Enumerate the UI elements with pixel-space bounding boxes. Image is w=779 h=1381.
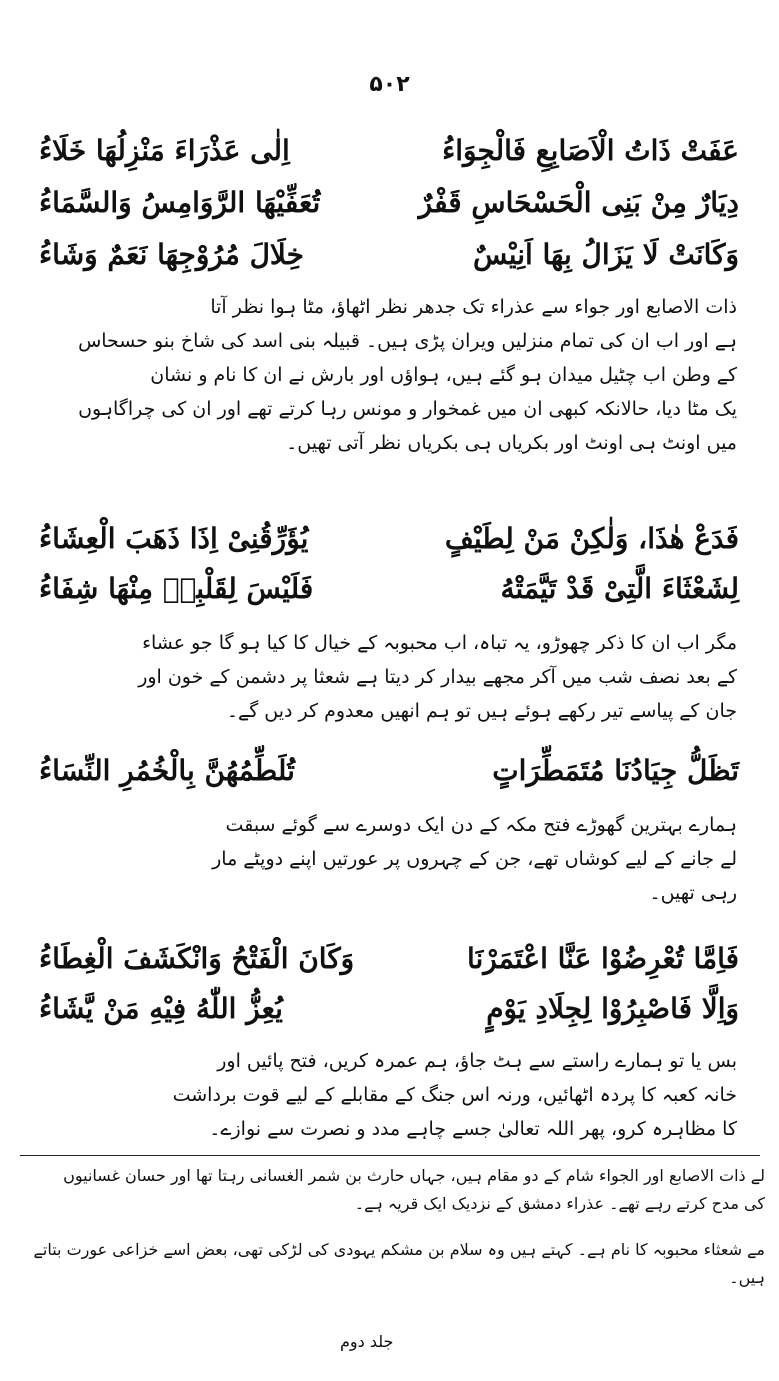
translation-paragraph-4 — [47, 1044, 737, 1146]
footnote-divider — [20, 1155, 760, 1156]
prose-line: ہمارے بہترین گھوڑے فتح مکہ کے دن ایک دوسرے سے گوئے سبقت — [225, 814, 737, 836]
footnote-line: لے ذات الاصابع اور الجواء شام کے دو مقام ہیں، جہاں حارث بن شمر الغسانی رہتا تھا اور حسان غسانیوں — [63, 1166, 765, 1185]
verse-hemistich: فَدَعْ هٰذَا، وَلٰکِنْ مَنْ لِطَیْفٍ — [444, 522, 739, 555]
verse-hemistich: وَاِلَّا فَاصْبِرُوْا لِجِلَادِ یَوْمٍ — [486, 992, 739, 1025]
verse-hemistich: یُؤَرِّقُنِیْ اِذَا ذَهَبَ الْعِشَاءُ — [39, 522, 309, 555]
couplet-2 — [39, 184, 739, 222]
verse-hemistich: تَظَلُّ جِیَادُنَا مُتَمَطِّرَاتٍ — [492, 754, 739, 787]
verse-hemistich: اِلٰی عَذْرَاءَ مَنْزِلُهَا خَلَاءُ — [39, 134, 290, 167]
prose-line: خانہ کعبہ کا پردہ اٹھائیں، ورنہ اس جنگ کے مقابلے کے لیے قوت برداشت — [172, 1084, 737, 1106]
prose-line: لے جانے کے لیے کوشاں تھے، جن کے چہروں پر عورتیں اپنے دوپٹے مار — [212, 848, 737, 870]
verse-hemistich: فَلَیْسَ لِقَلْبِهٖ مِنْهَا شِفَاءُ — [39, 572, 314, 605]
prose-line: یک مٹا دیا، حالانکہ کبھی ان میں غمخوار و مونس رہا کرتے تھے اور ان کی چراگاہوں — [78, 398, 737, 420]
footnote-line: مے شعثاء محبوبہ کا نام ہے۔ کہتے ہیں وہ سلام بن مشکم یہودی کی لڑکی تھی، بعض اسے خزاعی عورت بتاتے ہیں۔ — [33, 1240, 765, 1287]
verse-hemistich: دِیَارٌ مِنْ بَنِی الْحَسْحَاسِ قَفْرٌ — [418, 186, 739, 219]
translation-paragraph-3 — [47, 808, 737, 910]
verse-hemistich: یُعِزُّ اللّٰهُ فِیْهِ مَنْ یَّشَاءُ — [39, 992, 283, 1025]
verse-hemistich: تُعَفِّیْهَا الرَّوَامِسُ وَالسَّمَاءُ — [39, 186, 321, 219]
prose-line: کے بعد نصف شب میں آکر مجھے بیدار کر دیتا ہے شعثا پر دشمن کے خون اور — [138, 666, 737, 688]
couplet-7 — [39, 940, 739, 978]
volume-label: جلد دوم — [340, 1332, 394, 1351]
couplet-1 — [39, 132, 739, 170]
footnote-line: کی مدح کرتے رہے تھے۔ عذراء دمشق کے نزدیک ایک قریہ ہے۔ — [354, 1194, 765, 1213]
couplet-5 — [39, 570, 739, 608]
verse-hemistich: تُلَطِّمُهُنَّ بِالْخُمُرِ النِّسَاءُ — [39, 754, 295, 787]
prose-line: بس یا تو ہمارے راستے سے ہٹ جاؤ، ہم عمرہ کریں، فتح پائیں اور — [217, 1050, 737, 1072]
couplet-8 — [39, 990, 739, 1028]
footnotes — [17, 1162, 765, 1292]
verse-hemistich: وَکَانَ الْفَتْحُ وَانْکَشَفَ الْغِطَاءُ — [39, 942, 355, 975]
translation-paragraph-2 — [47, 626, 737, 728]
page-number: ۵۰۲ — [369, 72, 410, 97]
couplet-6 — [39, 752, 739, 790]
verse-hemistich: عَفَتْ ذَاتُ الْاَصَابِعِ فَالْجِوَاءُ — [442, 134, 739, 167]
prose-line: کے وطن اب چٹیل میدان ہو گئے ہیں، ہواؤں اور بارش نے ان کا نام و نشان — [150, 364, 737, 386]
prose-line: میں اونٹ ہی اونٹ اور بکریاں ہی بکریاں نظر آتی تھیں۔ — [286, 432, 737, 454]
prose-line: کا مظاہرہ کرو، پھر اللہ تعالیٰ جسے چاہے مدد و نصرت سے نوازے۔ — [209, 1118, 737, 1140]
translation-paragraph-1 — [47, 290, 737, 460]
verse-hemistich: وَکَانَتْ لَا یَزَالُ بِهَا اَنِیْسٌ — [473, 238, 739, 271]
verse-hemistich: فَاِمَّا تُعْرِضُوْا عَنَّا اعْتَمَرْنَا — [466, 942, 739, 975]
prose-line: جان کے پیاسے تیر رکھے ہوئے ہیں تو ہم انھیں معدوم کر دیں گے۔ — [226, 700, 737, 722]
verse-hemistich: خِلَالَ مُرُوْجِهَا نَعَمٌ وَشَاءُ — [39, 238, 304, 271]
couplet-4 — [39, 520, 739, 558]
prose-line: ہے اور اب ان کی تمام منزلیں ویران پڑی ہیں۔ قبیلہ بنی اسد کی شاخ بنو حسحاس — [78, 330, 737, 352]
prose-line: مگر اب ان کا ذکر چھوڑو، یہ تباہ، اب محبوبہ کے خیال کا کیا ہو گا جو عشاء — [142, 632, 737, 654]
prose-line: رہی تھیں۔ — [649, 882, 737, 904]
couplet-3 — [39, 236, 739, 274]
verse-hemistich: لِشَعْثَاءَ الَّتِیْ قَدْ تَیَّمَتْهُ — [500, 572, 739, 605]
prose-line: ذات الاصابع اور جواء سے عذراء تک جدھر نظر اٹھاؤ، مٹا ہوا نظر آتا — [210, 296, 737, 318]
